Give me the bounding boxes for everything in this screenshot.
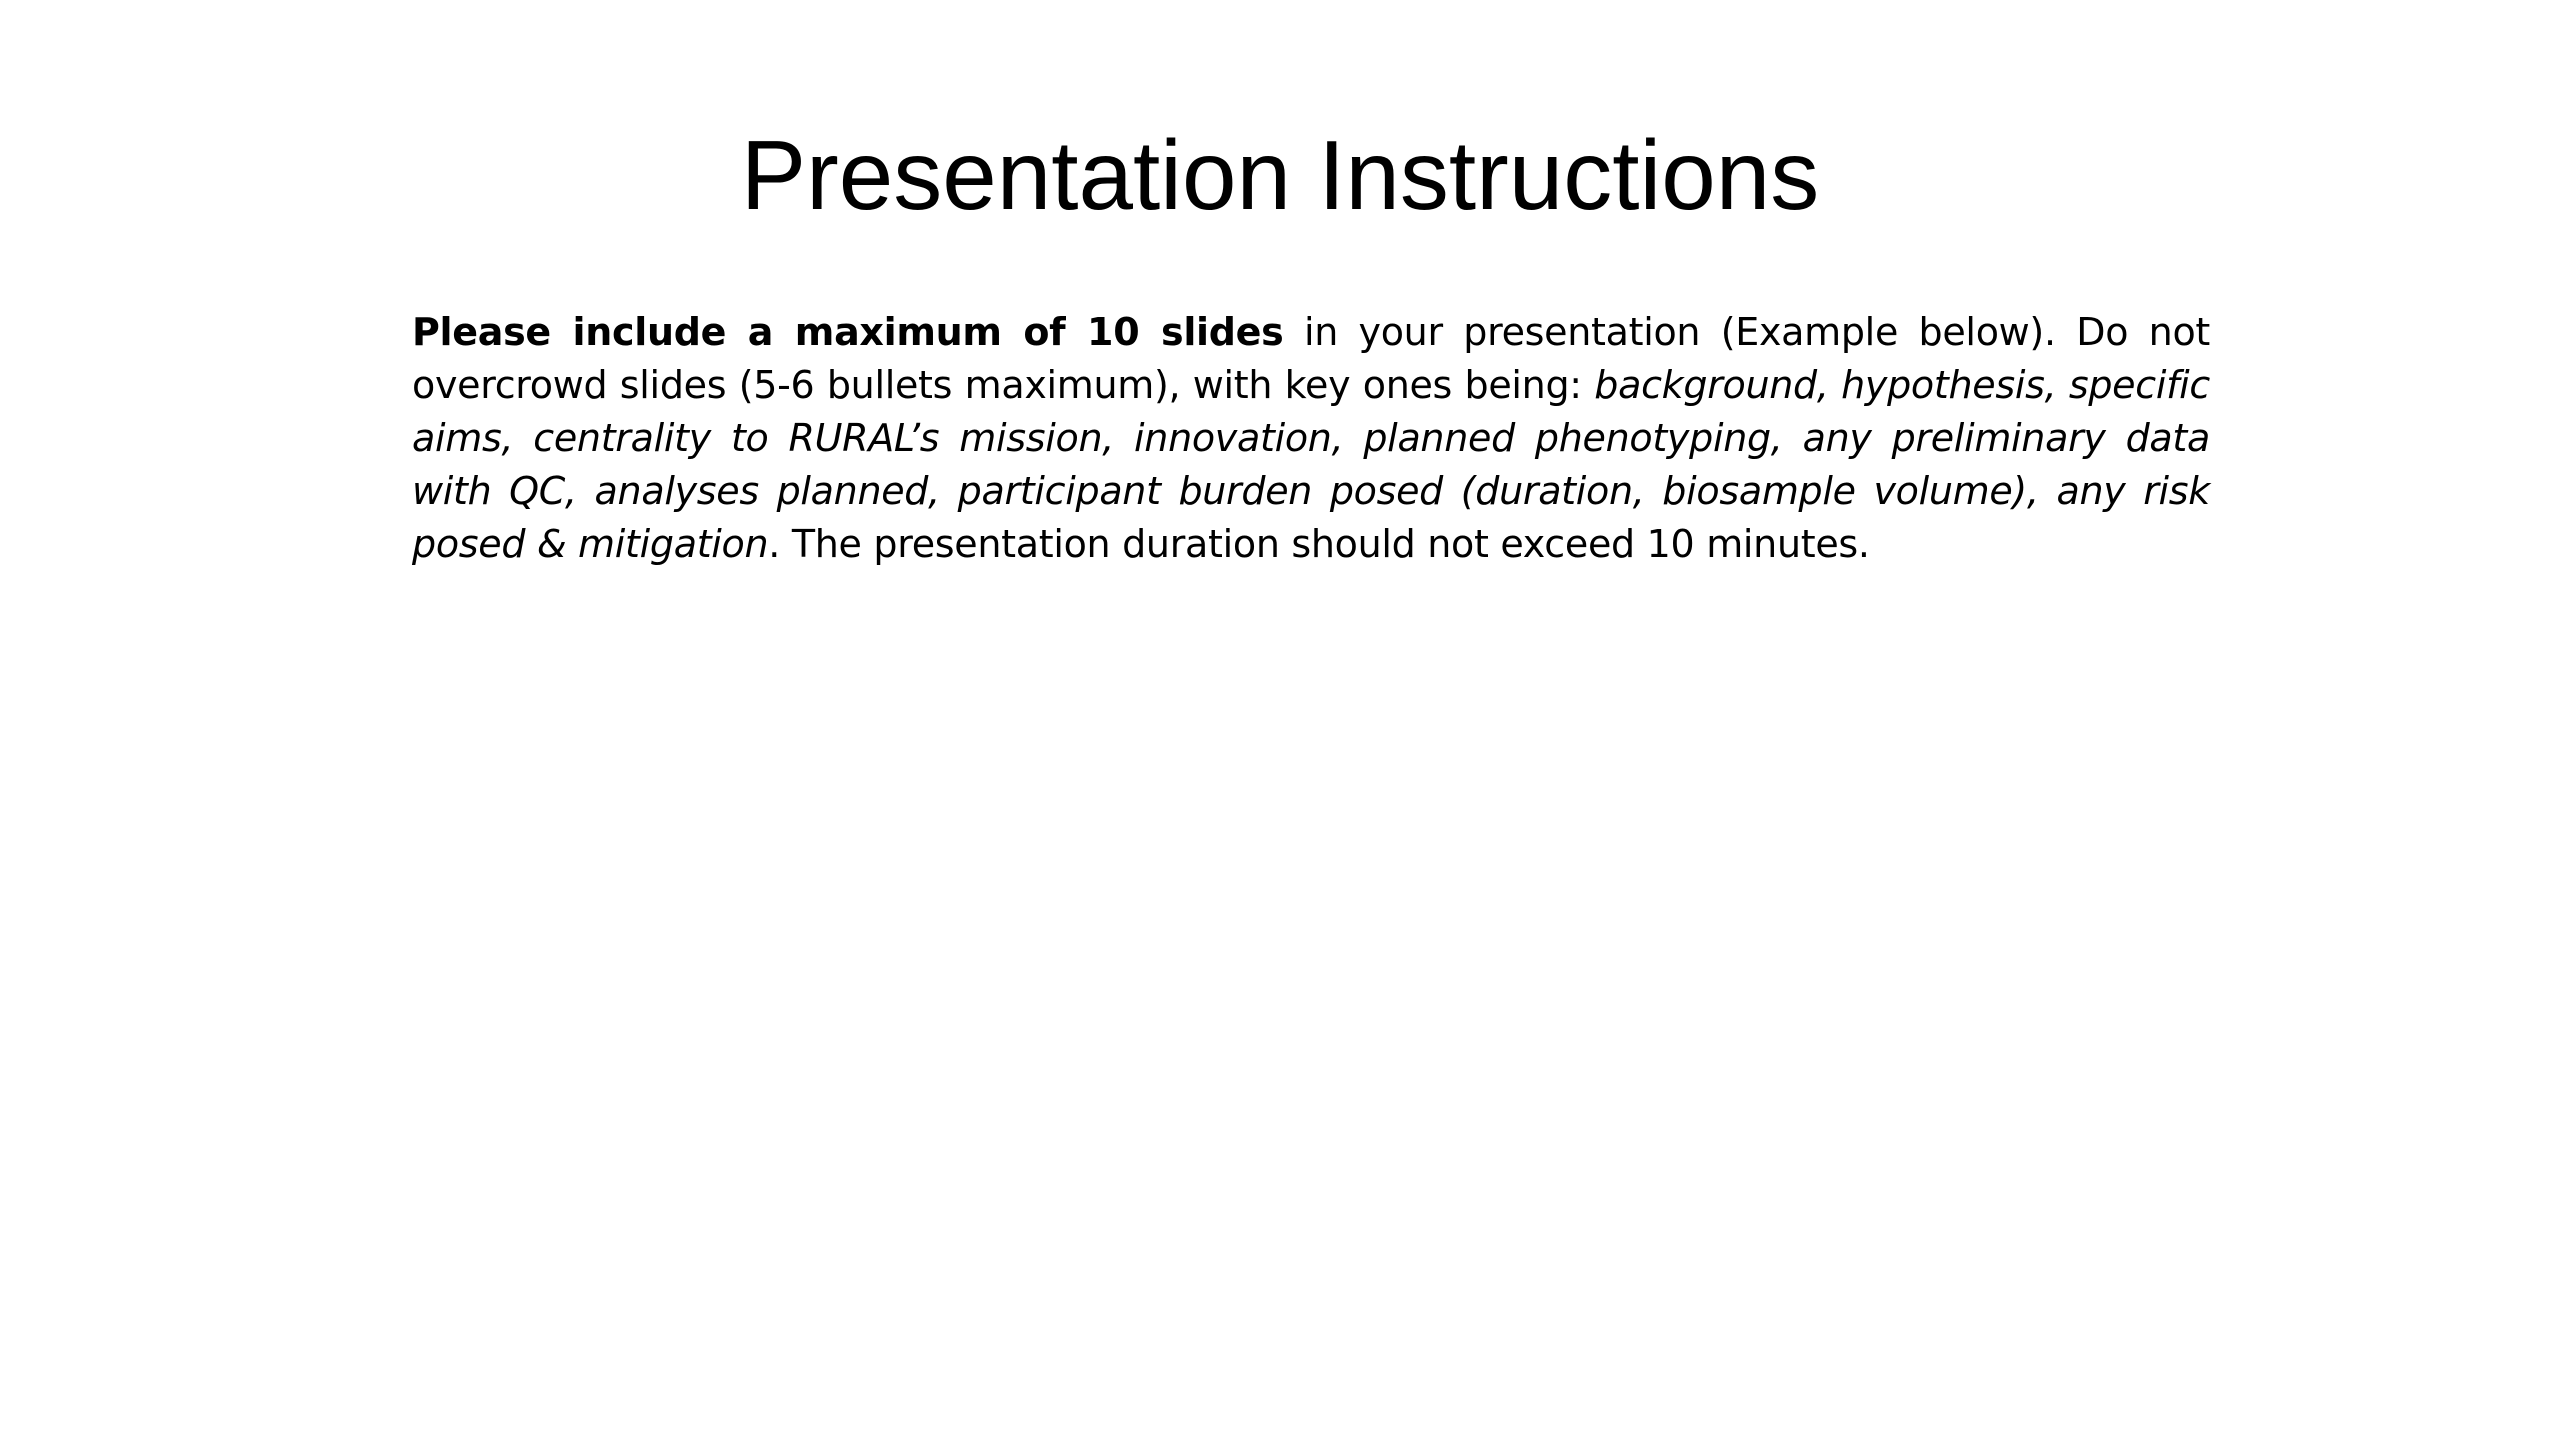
- instructions-text-2: . The presentation duration should not exceed 10 minutes.: [768, 522, 1870, 566]
- slide-limit-emphasis: Please include a maximum of 10 slides: [412, 310, 1284, 354]
- instructions-text-1: in your presentation (Example below). Do not overcrowd slides (5-6 bullets maximum), with key ones being:: [412, 310, 2210, 407]
- instructions-paragraph: [412, 306, 2210, 571]
- key-topics-list: background, hypothesis, specific aims, centrality to RURAL’s mission, innovation, planned phenotyping, any preliminary data with QC, analyses planned, participant burden posed (duration, biosample volume), any risk posed & mitigation: [412, 363, 2211, 566]
- slide-title: Presentation Instructions: [740, 120, 1820, 230]
